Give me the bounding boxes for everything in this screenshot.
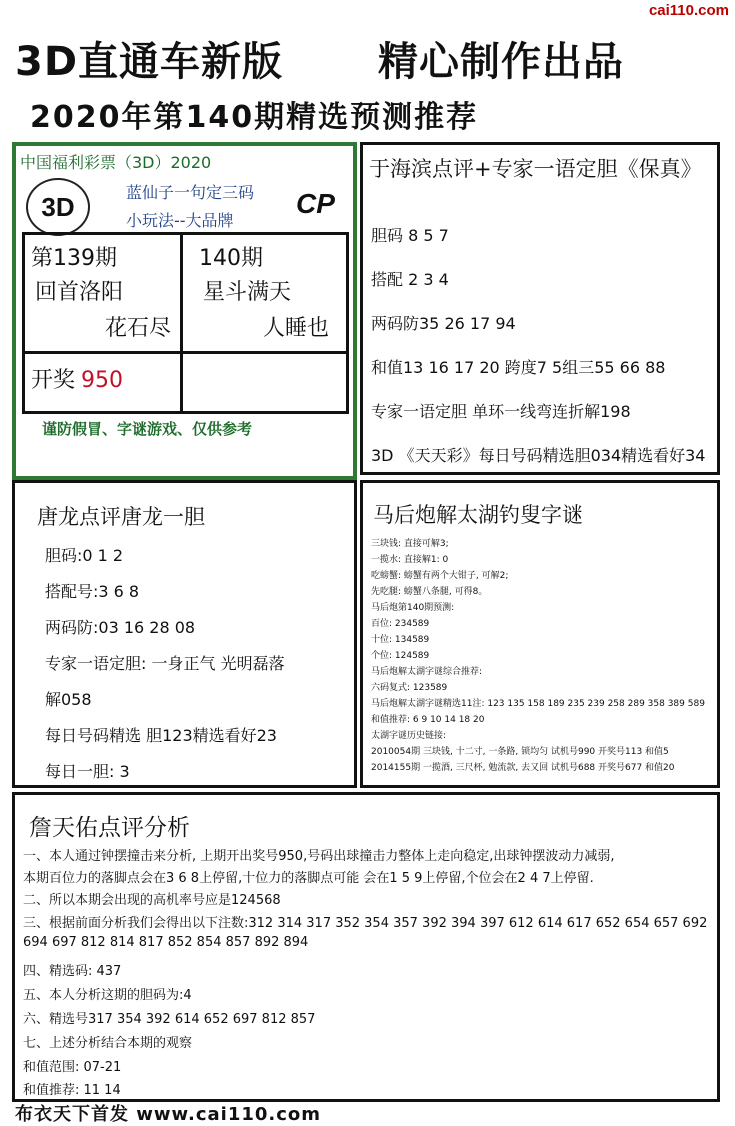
- tang-line: 搭配号:3 6 8: [45, 582, 140, 601]
- zhan-line: 二、所以本期会出现的高机率号应是124568: [23, 893, 281, 908]
- zhan-line: 一、本人通过钟摆撞击来分析, 上期开出奖号950,号码出球撞击力整体上走向稳定,出球钟摆波动力减弱,: [23, 849, 615, 864]
- prev-period: 第139期: [31, 246, 117, 271]
- title-right: 精心制作出品: [378, 39, 625, 85]
- grid-horizontal-divider: [25, 351, 346, 354]
- ma-line: 吃螃蟹: 螃蟹有两个大钳子, 可解2;: [371, 571, 509, 581]
- ma-panel-title: 马后炮解太湖钓叟字谜: [373, 503, 583, 527]
- yu-line: 专家一语定胆 单环一线弯连折解198: [371, 402, 631, 421]
- zhan-line: 本期百位力的落脚点会在3 6 8上停留,十位力的落脚点可能 会在1 5 9上停留,个位会在2 4 7上停留.: [23, 871, 594, 886]
- tang-line: 专家一语定胆: 一身正气 光明磊落: [45, 654, 285, 673]
- ma-line: 个位: 124589: [371, 651, 430, 661]
- ma-line: 百位: 234589: [371, 619, 430, 629]
- cp-brand-logo: CP: [296, 188, 335, 219]
- title-left: 3D直通车新版: [15, 39, 284, 85]
- ma-line: 十位: 134589: [371, 635, 430, 645]
- yu-line: 两码防35 26 17 94: [371, 314, 516, 333]
- zhan-panel-title: 詹天佑点评分析: [29, 815, 190, 841]
- tang-panel-title: 唐龙点评唐龙一胆: [37, 505, 205, 529]
- zhan-line: 694 697 812 814 817 852 854 857 892 894: [23, 935, 309, 950]
- tang-line: 两码防:03 16 28 08: [45, 618, 196, 637]
- zhan-line: 七、上述分析结合本期的观察: [23, 1036, 193, 1051]
- lottery-disclaimer: 谨防假冒、字谜游戏、仅供参考: [42, 420, 253, 438]
- curr-verse-2: 人睡也: [263, 316, 330, 341]
- tang-long-panel: [12, 480, 357, 788]
- ma-line: 马后炮解太湖字谜精选11注: 123 135 158 189 235 239 258 289 358 389 589: [371, 699, 705, 709]
- zhan-line: 三、根据前面分析我们会得出以下注数:312 314 317 352 354 357 392 394 397 612 614 617 652 654 657 692: [23, 916, 708, 931]
- yu-line: 胆码 8 5 7: [371, 226, 449, 245]
- ma-line: 马后炮解太湖字谜综合推荐:: [371, 667, 483, 677]
- prize-value: 950: [81, 368, 124, 393]
- zhan-line: 和值推荐: 11 14: [23, 1083, 121, 1098]
- tang-line: 每日号码精选 胆123精选看好23: [45, 726, 277, 745]
- curr-period: 140期: [199, 246, 263, 271]
- tang-line: 每日一胆: 3: [45, 762, 130, 781]
- prize-row: [31, 363, 123, 394]
- lottery-grid: [22, 232, 349, 414]
- tang-line: 胆码:0 1 2: [45, 546, 124, 565]
- yu-line: 和值13 16 17 20 跨度7 5组三55 66 88: [371, 358, 666, 377]
- yu-line: 搭配 2 3 4: [371, 270, 449, 289]
- ma-line: 马后炮第140期预测:: [371, 603, 455, 613]
- grid-vertical-divider: [180, 235, 183, 411]
- lottery-slogan-1: 蓝仙子一句定三码: [126, 183, 255, 202]
- yu-line: 3D 《天天彩》每日号码精选胆034精选看好34: [371, 446, 706, 465]
- lottery-header: 中国福利彩票（3D）2020: [20, 153, 212, 172]
- yu-panel-title: 于海滨点评+专家一语定胆《保真》: [369, 157, 702, 181]
- ma-line: 2010054期 三块钱, 十二寸, 一条路, 锁均匀 试机号990 开奖号113 和值5: [371, 747, 669, 757]
- ma-line: 太湖字谜历史链接:: [371, 731, 447, 741]
- page-subtitle: 2020年第140期精选预测推荐: [30, 100, 479, 135]
- ma-line: 三块钱: 直接可解3;: [371, 539, 449, 549]
- ma-line: 六码复式: 123589: [371, 683, 448, 693]
- ma-hou-pao-panel: [360, 480, 720, 788]
- curr-verse-1: 星斗满天: [203, 280, 292, 305]
- prev-verse-1: 回首洛阳: [35, 280, 124, 305]
- lottery-slogan-2: 小玩法--大品牌: [126, 211, 234, 230]
- zhan-line: 四、精选码: 437: [23, 964, 122, 979]
- footer-source: 布衣天下首发 www.cai110.com: [15, 1104, 322, 1125]
- zhan-line: 五、本人分析这期的胆码为:4: [23, 988, 192, 1003]
- yu-haibin-panel: [360, 142, 720, 475]
- lottery-3d-logo: 3D: [26, 178, 90, 236]
- site-watermark: cai110.com: [648, 2, 729, 19]
- tang-line: 解058: [45, 690, 92, 709]
- prev-verse-2: 花石尽: [105, 316, 172, 341]
- zhan-line: 和值范围: 07-21: [23, 1060, 122, 1075]
- ma-line: 一揽水: 直接解1: 0: [371, 555, 449, 565]
- prize-label: 开奖: [31, 368, 76, 393]
- zhan-tianyou-panel: [12, 792, 720, 1102]
- zhan-line: 六、精选号317 354 392 614 652 697 812 857: [23, 1012, 316, 1027]
- ma-line: 和值推荐: 6 9 10 14 18 20: [371, 715, 485, 725]
- ma-line: 2014155期 一揽酒, 三尺杯, 勉流款, 去又回 试机号688 开奖号677 和值20: [371, 763, 675, 773]
- ma-line: 先吃腿: 螃蟹八条腿, 可得8。: [371, 587, 488, 597]
- page-title: [15, 30, 624, 87]
- lottery-panel: [12, 142, 357, 480]
